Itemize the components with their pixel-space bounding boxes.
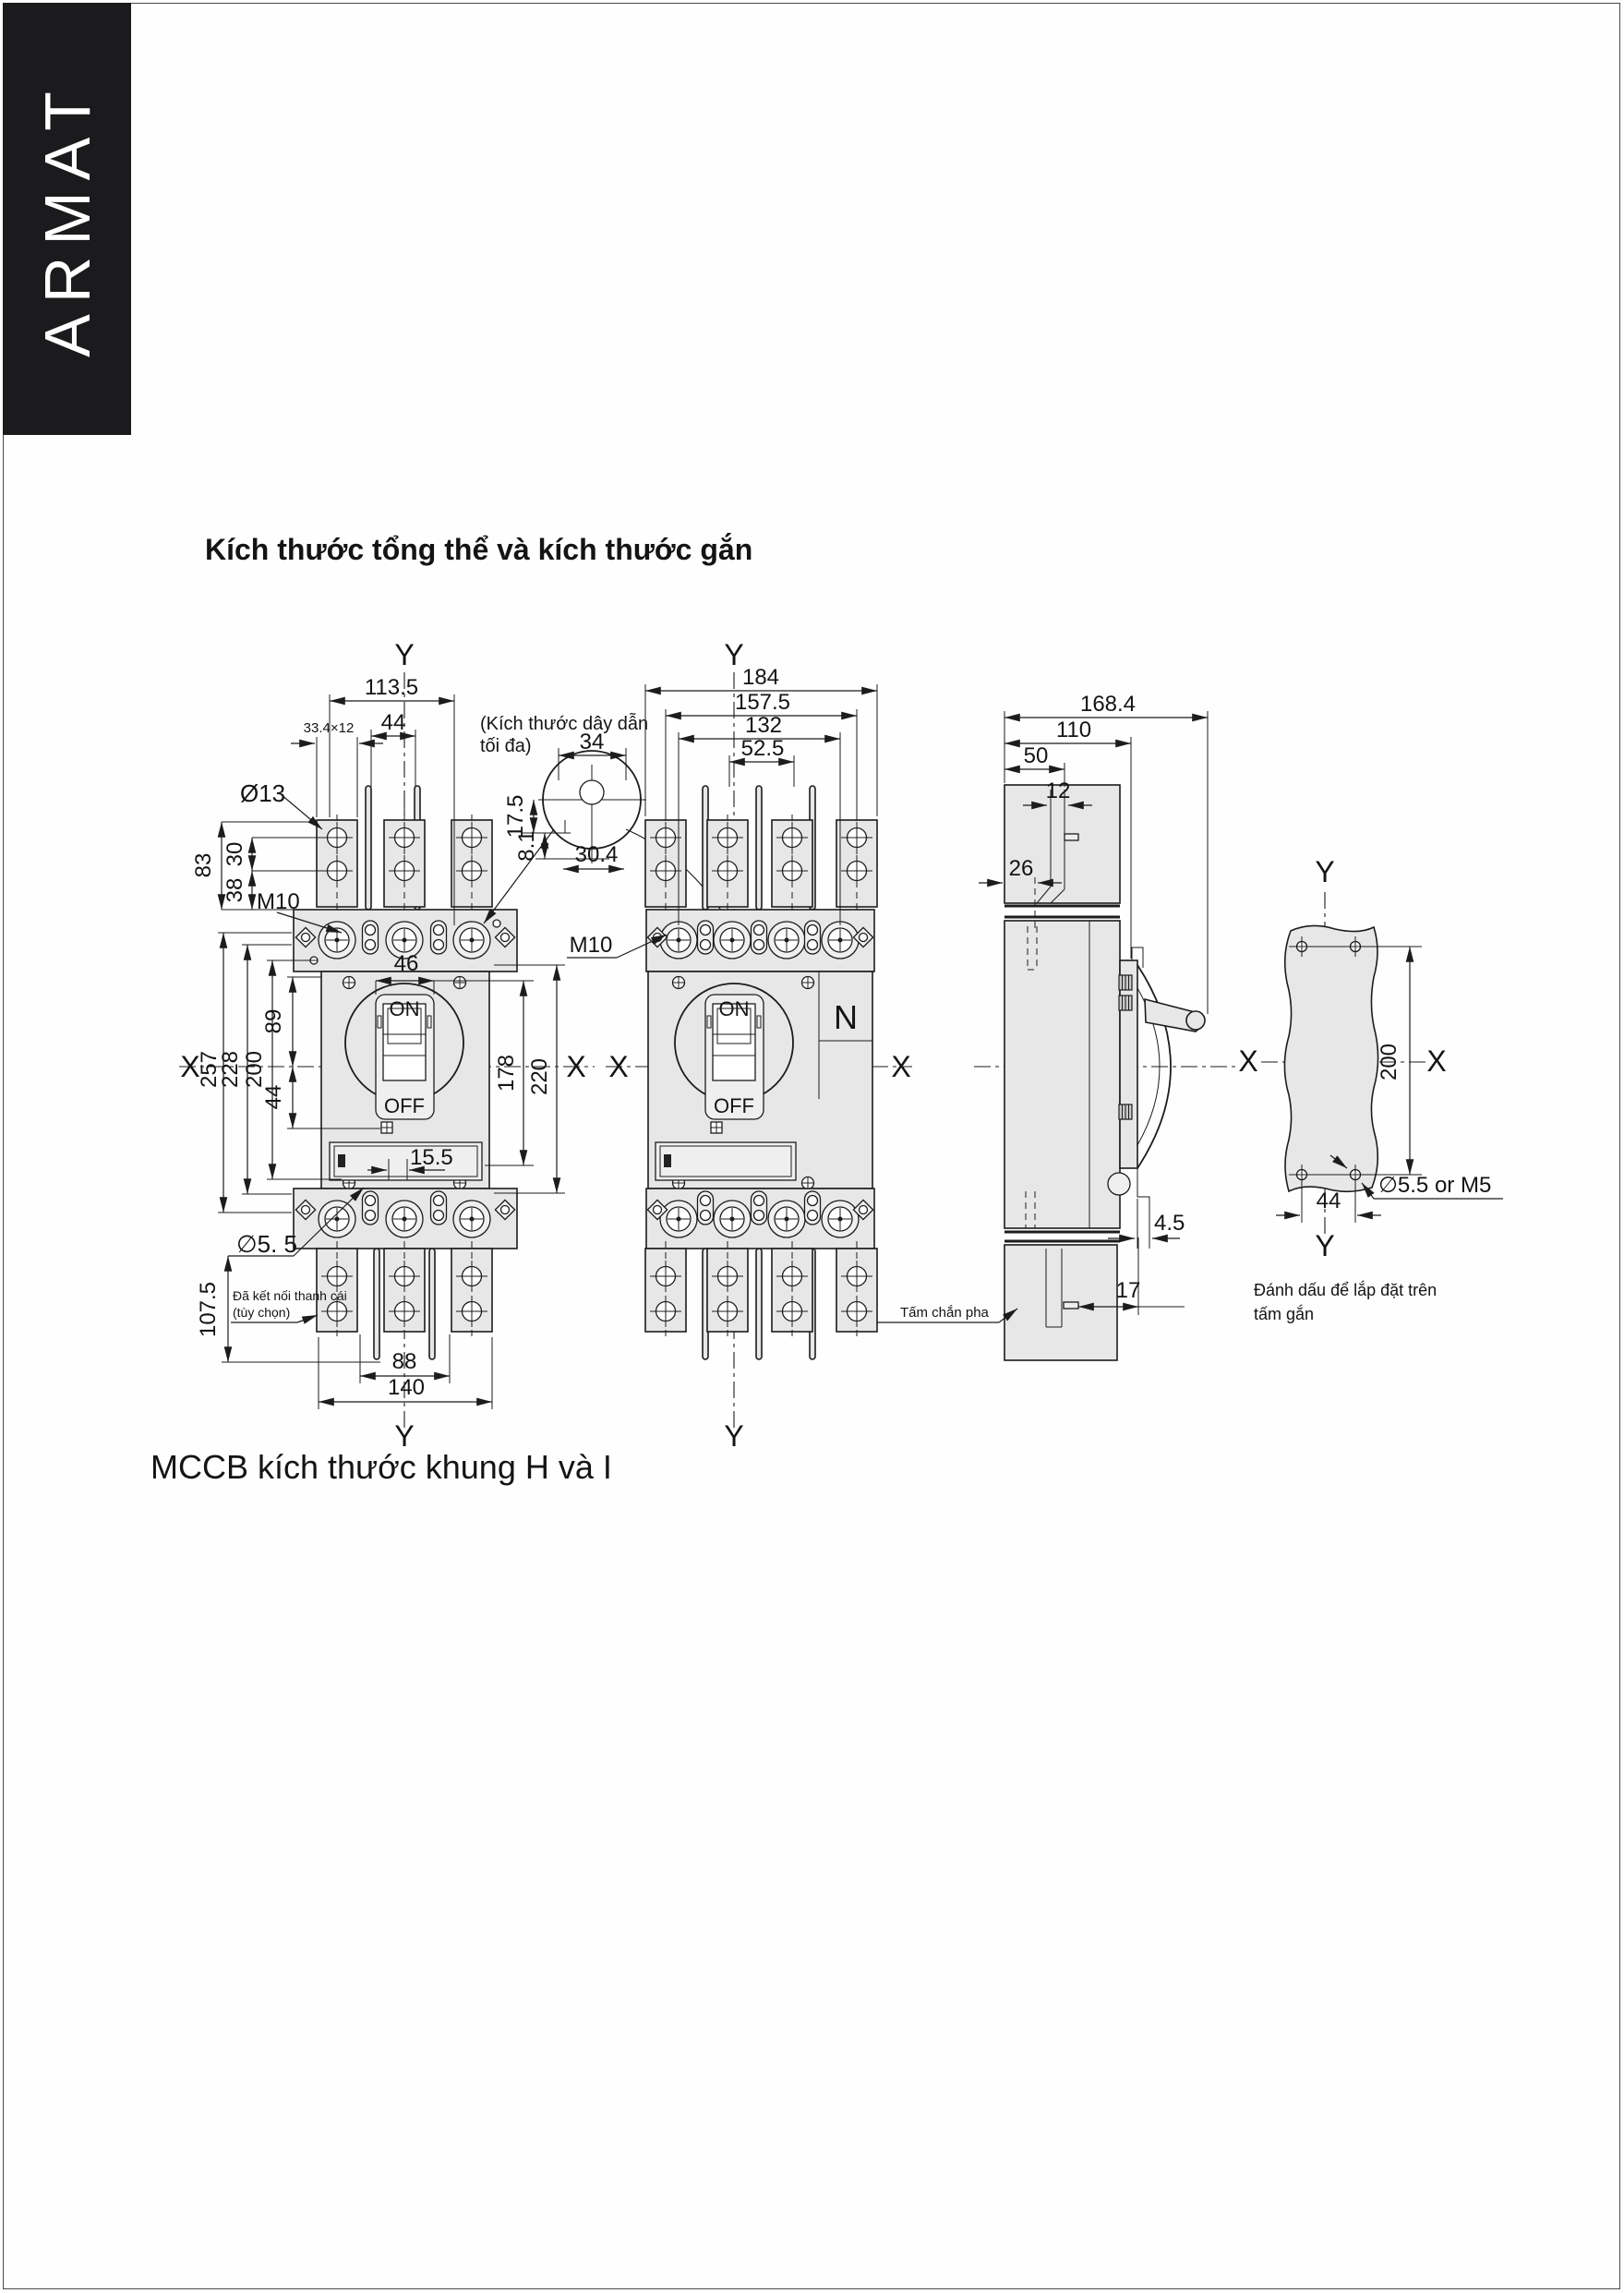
axis-y-bottom-4p: Y — [724, 1419, 744, 1453]
dim-26: 26 — [1008, 856, 1034, 881]
axis-y-bottom-mount: Y — [1315, 1229, 1335, 1262]
dim-88: 88 — [391, 1349, 417, 1374]
note-busbar-line2: (tùy chọn) — [233, 1305, 291, 1320]
dim-17: 17 — [1115, 1278, 1141, 1303]
view-mounting-plate — [1238, 855, 1503, 1323]
breaker-3p-body — [294, 786, 517, 1359]
dim-17-5: 17.5 — [503, 794, 528, 839]
label-m10-4p: M10 — [569, 933, 613, 958]
breaker-4p-body — [645, 786, 877, 1359]
dim-220: 220 — [527, 1057, 552, 1096]
axis-x-left-4p: X — [608, 1050, 629, 1083]
dim-30: 30 — [223, 841, 247, 867]
dim-184: 184 — [741, 665, 780, 690]
axis-y-top-4p: Y — [724, 638, 744, 671]
view-front-4p — [567, 638, 912, 1453]
brand-logo-text: ARMAT — [30, 80, 103, 357]
dim-hole-13: Ø13 — [240, 779, 286, 807]
dim-113-5: 113.5 — [364, 675, 419, 700]
view-front-3p — [179, 638, 595, 1453]
dim-38: 38 — [223, 877, 247, 903]
dim-52-5: 52.5 — [740, 736, 785, 761]
label-phase-barrier: Tấm chắn pha — [900, 1305, 989, 1321]
dim-140: 140 — [387, 1375, 426, 1400]
dim-168-4: 168.4 — [1079, 692, 1137, 717]
note-mount-line2: tấm gắn — [1254, 1305, 1315, 1323]
axis-x-right-4p: X — [891, 1050, 911, 1083]
dim-50: 50 — [1023, 743, 1049, 768]
handle-off-3p: OFF — [384, 1094, 425, 1117]
label-m10-3p: M10 — [257, 889, 300, 914]
dim-12: 12 — [1045, 778, 1071, 803]
label-neutral-pole: N — [834, 998, 858, 1036]
dim-200: 200 — [242, 1050, 267, 1089]
note-mount-line1: Đánh dấu để lắp đặt trên — [1254, 1281, 1438, 1299]
dim-hole-5-5: ∅5. 5 — [236, 1230, 298, 1258]
dim-107-5: 107.5 — [196, 1281, 221, 1338]
dim-178: 178 — [494, 1054, 519, 1092]
dim-228: 228 — [218, 1050, 243, 1089]
note-wire-line1: (Kích thước dây dẫn — [480, 714, 649, 734]
handle-off-4p: OFF — [714, 1094, 754, 1117]
figure-caption: MCCB kích thước khung H và I — [150, 1448, 612, 1486]
page-title: Kích thước tổng thể và kích thước gắn — [205, 533, 753, 566]
side-body — [1004, 785, 1205, 1360]
handle-on-3p: ON — [389, 997, 420, 1020]
dim-44-top: 44 — [380, 710, 406, 735]
dim-257: 257 — [197, 1050, 222, 1089]
dim-46: 46 — [393, 951, 419, 976]
dim-110: 110 — [1055, 718, 1092, 742]
dim-hole-mount: ∅5.5 or M5 — [1378, 1173, 1492, 1198]
dim-slot: 33.4×12 — [303, 720, 355, 736]
dim-8-1: 8.1 — [514, 830, 539, 862]
axis-x-right-3p: X — [566, 1050, 586, 1083]
axis-y-bottom-3p: Y — [394, 1419, 415, 1453]
dim-4-5: 4.5 — [1154, 1211, 1185, 1236]
axis-x-right-mount: X — [1426, 1044, 1447, 1078]
dim-200-mount: 200 — [1377, 1043, 1401, 1081]
note-busbar-line1: Đã kết nối thanh cái — [233, 1288, 347, 1303]
view-side — [877, 692, 1235, 1360]
dim-89: 89 — [261, 1008, 286, 1034]
dim-15-5: 15.5 — [410, 1145, 453, 1170]
axis-y-top-3p: Y — [394, 638, 415, 671]
dim-83: 83 — [191, 852, 216, 878]
dim-44-mount: 44 — [1316, 1189, 1341, 1213]
note-wire-line2: tối đa) — [480, 736, 532, 756]
axis-x-left-3p: X — [180, 1050, 200, 1083]
mounting-plate-outline — [1284, 925, 1377, 1191]
axis-x-left-mount: X — [1238, 1044, 1258, 1078]
dim-132: 132 — [744, 713, 783, 738]
dim-30-4: 30.4 — [574, 842, 619, 867]
axis-y-top-mount: Y — [1315, 855, 1335, 888]
dim-157-5: 157.5 — [734, 690, 791, 715]
dim-44-axis: 44 — [261, 1084, 286, 1110]
handle-on-4p: ON — [718, 997, 750, 1020]
dim-34: 34 — [579, 730, 605, 754]
